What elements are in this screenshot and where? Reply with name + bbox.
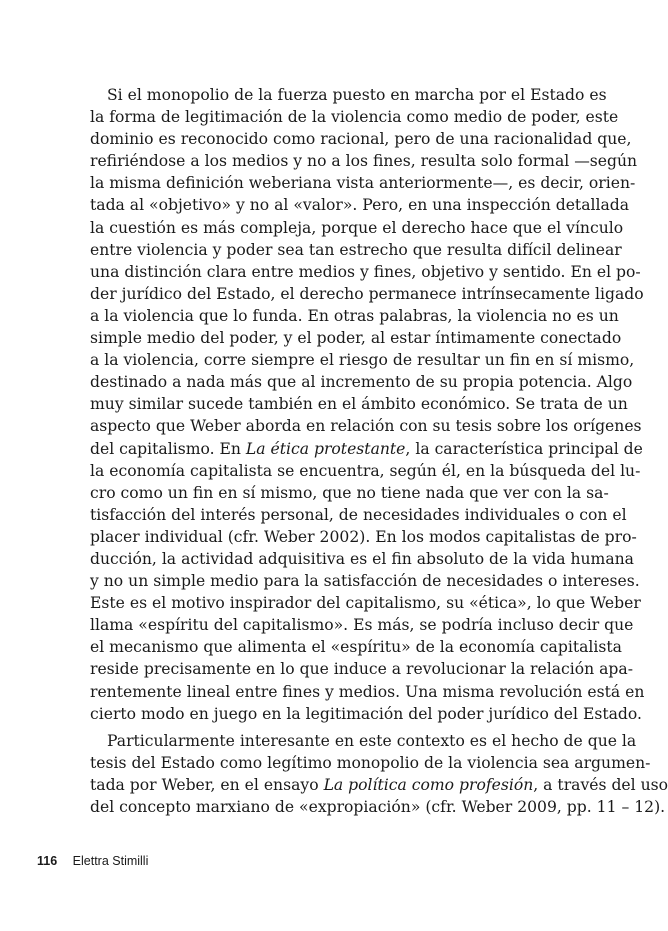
- text-line: y no un simple medio para la satisfacción de necesidades o intereses.: [90, 572, 640, 591]
- text-line: la economía capitalista se encuentra, según él, en la búsqueda del lu-: [90, 461, 641, 480]
- text-line: refiriéndose a los medios y no a los fines, resulta solo formal —según: [90, 152, 638, 171]
- paragraph: [90, 730, 668, 818]
- text-line: a la violencia, corre siempre el riesgo de resultar un fin en sí mismo,: [90, 351, 635, 370]
- text-line: placer individual (cfr. Weber 2002). En los modos capitalistas de pro-: [90, 527, 637, 546]
- text-line: tada por Weber, en el ensayo La política como profesión, a través del uso: [90, 775, 668, 794]
- paragraph: [90, 84, 645, 725]
- text-line: del capitalismo. En La ética protestante, la característica principal de: [90, 439, 643, 458]
- text-line: la misma definición weberiana vista anteriormente—, es decir, orien-: [90, 174, 636, 193]
- page-number: 116: [37, 854, 58, 868]
- text-line: simple medio del poder, y el poder, al estar íntimamente conectado: [90, 329, 622, 348]
- text-line: cierto modo en juego en la legitimación del poder jurídico del Estado.: [90, 704, 642, 723]
- text-line: cro como un fin en sí mismo, que no tiene nada que ver con la sa-: [90, 483, 609, 502]
- text-line: una distinción clara entre medios y fines, objetivo y sentido. En el po-: [90, 262, 641, 281]
- text-line: la cuestión es más compleja, porque el derecho hace que el vínculo: [90, 218, 624, 237]
- running-head-author: Elettra Stimilli: [72, 854, 149, 868]
- italic-title: La política como profesión: [323, 775, 534, 794]
- text-line: aspecto que Weber aborda en relación con su tesis sobre los orígenes: [90, 417, 642, 436]
- text-line: Este es el motivo inspirador del capitalismo, su «ética», lo que Weber: [90, 594, 641, 613]
- text-line: tisfacción del interés personal, de necesidades individuales o con el: [90, 505, 627, 524]
- body-text: [90, 84, 668, 818]
- text-line: muy similar sucede también en el ámbito económico. Se trata de un: [90, 395, 628, 414]
- text-line: dominio es reconocido como racional, pero de una racionalidad que,: [90, 130, 632, 149]
- text-line: tada al «objetivo» y no al «valor». Pero, en una inspección detallada: [90, 196, 630, 215]
- text-line: la forma de legitimación de la violencia como medio de poder, este: [90, 108, 619, 127]
- text-line: del concepto marxiano de «expropiación» (cfr. Weber 2009, pp. 11 – 12).: [90, 798, 666, 816]
- page-footer: [37, 854, 148, 868]
- text-line: tesis del Estado como legítimo monopolio de la violencia sea argumen-: [90, 753, 651, 772]
- italic-title: La ética protestante: [245, 439, 406, 458]
- text-line: der jurídico del Estado, el derecho permanece intrínsecamente ligado: [90, 284, 644, 303]
- text-line: entre violencia y poder sea tan estrecho que resulta difícil delinear: [90, 240, 622, 259]
- text-line: el mecanismo que alimenta el «espíritu» de la economía capitalista: [90, 638, 622, 657]
- text-line: llama «espíritu del capitalismo». Es más, se podría incluso decir que: [90, 616, 634, 635]
- text-line: Si el monopolio de la fuerza puesto en marcha por el Estado es: [107, 86, 607, 104]
- text-line: reside precisamente en lo que induce a revolucionar la relación apa-: [90, 660, 633, 679]
- text-line: rentemente lineal entre fines y medios. Una misma revolución está en: [90, 682, 645, 701]
- text-line: ducción, la actividad adquisitiva es el fin absoluto de la vida humana: [90, 549, 634, 568]
- text-line: destinado a nada más que al incremento de su propia potencia. Algo: [90, 373, 633, 392]
- text-line: Particularmente interesante en este contexto es el hecho de que la: [107, 731, 637, 750]
- text-line: a la violencia que lo funda. En otras palabras, la violencia no es un: [90, 306, 619, 325]
